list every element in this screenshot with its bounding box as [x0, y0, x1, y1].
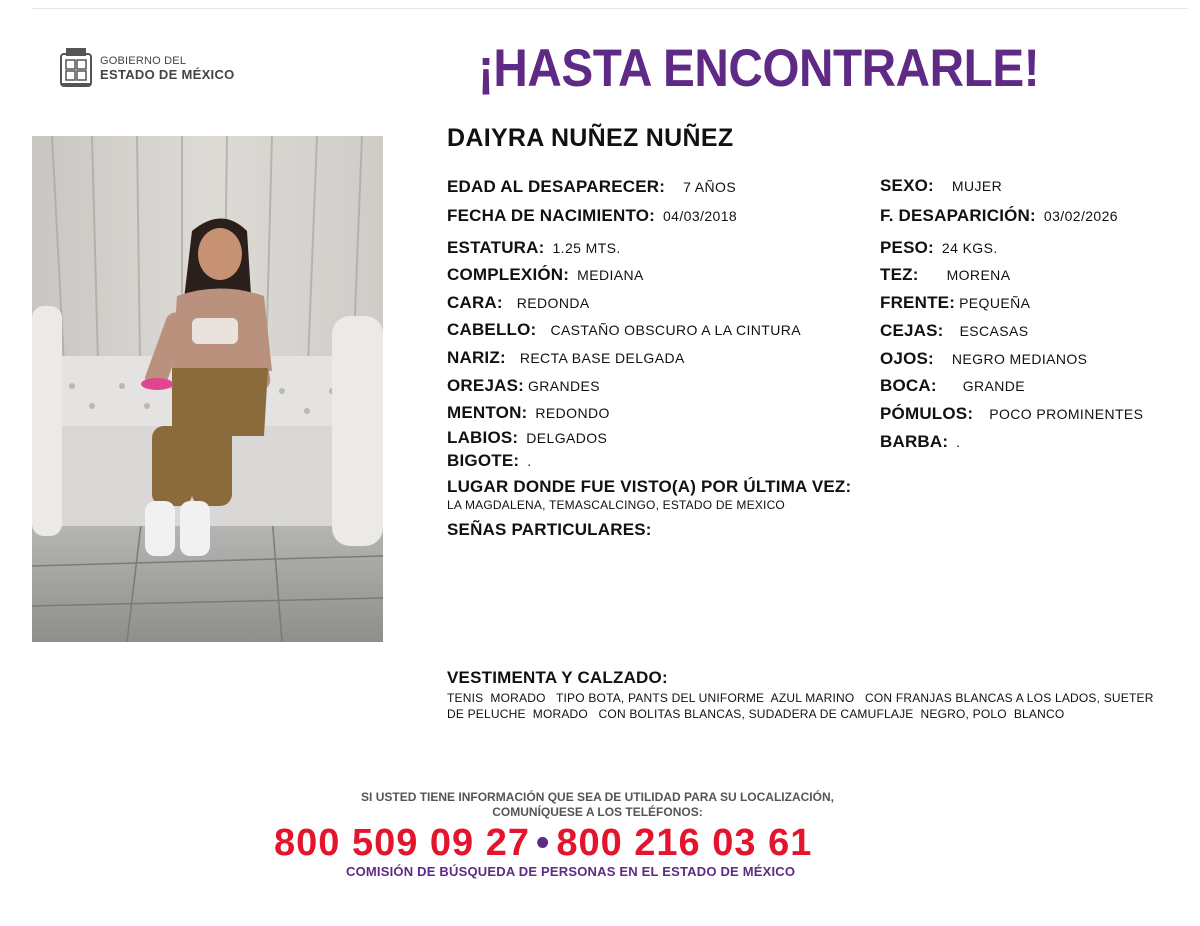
orejas-value: GRANDES: [527, 378, 601, 394]
cara-value: REDONDA: [516, 295, 590, 311]
ojos-value: NEGRO MEDIANOS: [951, 351, 1088, 367]
nacimiento-label: FECHA DE NACIMIENTO:: [447, 206, 655, 225]
field-nacimiento: [447, 206, 737, 226]
menton-label: MENTON:: [447, 403, 528, 422]
gov-line2: ESTADO DE MÉXICO: [100, 67, 235, 82]
pomulos-value: POCO PROMINENTES: [989, 406, 1144, 422]
field-peso: [880, 238, 998, 258]
boca-label: BOCA:: [880, 376, 937, 395]
field-tez: [880, 265, 1010, 285]
boca-value: GRANDE: [962, 378, 1026, 394]
location-label: LUGAR DONDE FUE VISTO(A) POR ÚLTIMA VEZ:: [447, 477, 852, 496]
field-senas: [447, 520, 652, 540]
sexo-value: MUJER: [951, 178, 1003, 194]
contact-note-line1: SI USTED TIENE INFORMACIÓN QUE SEA DE UTILIDAD PARA SU LOCALIZACIÓN,: [361, 790, 834, 804]
commission-name: COMISIÓN DE BÚSQUEDA DE PERSONAS EN EL ESTADO DE MÉXICO: [346, 864, 796, 879]
field-estatura: [447, 238, 621, 258]
edad-label: EDAD AL DESAPARECER:: [447, 177, 666, 196]
bigote-label: BIGOTE:: [447, 451, 520, 470]
field-boca: [880, 376, 1025, 396]
field-frente: [880, 293, 1030, 313]
contact-note-line2: COMUNÍQUESE A LOS TELÉFONOS:: [492, 805, 703, 819]
nariz-label: NARIZ:: [447, 348, 506, 367]
missing-person-photo: [32, 136, 383, 642]
ojos-label: OJOS:: [880, 349, 934, 368]
cejas-label: CEJAS:: [880, 321, 944, 340]
field-menton: [447, 403, 610, 423]
field-pomulos: [880, 404, 1143, 424]
phone-1[interactable]: 800 509 09 27: [274, 822, 531, 864]
gov-line1: GOBIERNO DEL: [100, 55, 187, 67]
nariz-value: RECTA BASE DELGADA: [519, 350, 685, 366]
field-cara: [447, 293, 590, 313]
orejas-label: OREJAS:: [447, 376, 524, 395]
contact-note: [340, 790, 855, 820]
field-sexo: [880, 176, 1002, 196]
cabello-value: CASTAÑO OBSCURO A LA CINTURA: [550, 322, 801, 338]
phone-2[interactable]: 800 216 03 61: [556, 822, 813, 864]
field-ojos: [880, 349, 1087, 369]
field-cejas: [880, 321, 1029, 341]
labios-value: DELGADOS: [526, 430, 608, 446]
barba-label: BARBA:: [880, 432, 949, 451]
fdesap-value: 03/02/2026: [1043, 208, 1118, 224]
vestimenta-label: VESTIMENTA Y CALZADO:: [447, 668, 668, 687]
field-location: [447, 477, 851, 497]
cabello-label: CABELLO:: [447, 320, 537, 339]
field-cabello: [447, 320, 801, 340]
field-bigote: [447, 451, 532, 471]
tez-value: MORENA: [946, 267, 1011, 283]
location-value: LA MAGDALENA, TEMASCALCINGO, ESTADO DE MEXICO: [447, 498, 785, 512]
tez-label: TEZ:: [880, 265, 919, 284]
cara-label: CARA:: [447, 293, 503, 312]
complexion-value: MEDIANA: [577, 267, 644, 283]
government-logo: [58, 46, 235, 90]
labios-label: LABIOS:: [447, 428, 519, 447]
fdesap-label: F. DESAPARICIÓN:: [880, 206, 1036, 225]
field-edad: [447, 177, 736, 197]
estatura-label: ESTATURA:: [447, 238, 545, 257]
peso-label: PESO:: [880, 238, 934, 257]
headline: ¡HASTA ENCONTRARLE!: [478, 39, 1040, 98]
edad-value: 7 AÑOS: [683, 179, 737, 195]
cejas-value: ESCASAS: [959, 323, 1029, 339]
nacimiento-value: 04/03/2018: [663, 208, 738, 224]
field-fdesaparicion: [880, 206, 1118, 226]
frente-label: FRENTE:: [880, 293, 956, 312]
person-name: DAIYRA NUÑEZ NUÑEZ: [447, 124, 734, 152]
top-divider: [32, 8, 1188, 9]
sexo-label: SEXO:: [880, 176, 934, 195]
field-barba: [880, 432, 961, 452]
field-complexion: [447, 265, 644, 285]
state-seal-icon: [58, 46, 94, 90]
complexion-label: COMPLEXIÓN:: [447, 265, 570, 284]
field-vestimenta: [447, 668, 668, 688]
pomulos-label: PÓMULOS:: [880, 404, 974, 423]
field-orejas: [447, 376, 600, 396]
estatura-value: 1.25 MTS.: [552, 240, 621, 256]
field-nariz: [447, 348, 685, 368]
bigote-value: .: [527, 453, 532, 469]
senas-label: SEÑAS PARTICULARES:: [447, 520, 652, 539]
frente-value: PEQUEÑA: [959, 295, 1031, 311]
menton-value: REDONDO: [535, 405, 610, 421]
peso-value: 24 KGS.: [941, 240, 998, 256]
phone-numbers: [274, 822, 812, 865]
phone-separator: •: [536, 822, 551, 864]
field-labios: [447, 428, 607, 448]
vestimenta-value: TENIS MORADO TIPO BOTA, PANTS DEL UNIFORME AZUL MARINO CON FRANJAS BLANCAS A LOS LADOS, SUETER DE PELUCHE MORADO CON BOLITAS BLANCAS, SUDADERA DE CAMUFLAJE NEGRO, POLO BLANCO: [447, 691, 1158, 721]
barba-value: .: [956, 434, 961, 450]
